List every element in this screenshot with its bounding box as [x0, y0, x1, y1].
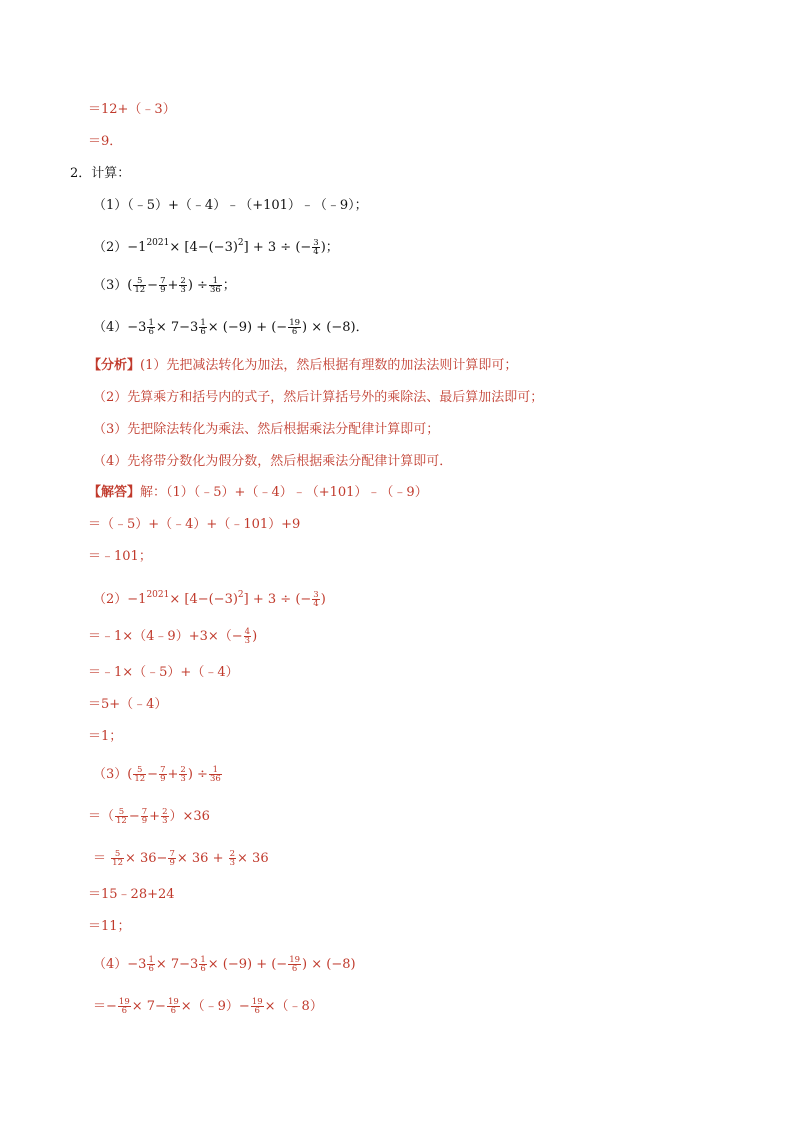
calc-line-2: ＝9． [88, 134, 123, 149]
step-2-5: ＝1； [88, 729, 123, 744]
step-3-1: （3）( $\frac{5}{12}$ − $\frac{7}{9}$ + $\frac{2}{3}$ ) ÷ $\frac{1}{36}$ [93, 764, 221, 784]
step-3-4: ＝15﹣28+24 [88, 887, 175, 902]
answer-intro: 【解答】解：（1）（﹣5）+（﹣4）﹣（+101）﹣（﹣9） [88, 485, 428, 500]
question-label: 2．计算： [70, 166, 131, 181]
step-3-3: ＝ $\frac{5}{12}$ × 36− $\frac{7}{9}$ × 36 + $\frac{2}{3}$ × 36 [93, 848, 269, 868]
question-1: （1）（﹣5）+（﹣4）﹣（+101）﹣（﹣9）； [93, 198, 368, 213]
analysis-1: 【分析】(1）先把减法转化为加法，然后根据有理数的加法法则计算即可； [88, 358, 518, 373]
step-4-1: （4）−3 $\frac{1}{6}$ × 7−3 $\frac{1}{6}$ × (−9) + (− $\frac{19}{6}$ ) × (−8) [93, 954, 356, 974]
question-3: （3）( $\frac{5}{12}$ − $\frac{7}{9}$ + $\frac{2}{3}$ ) ÷ $\frac{1}{36}$ ； [93, 275, 236, 295]
analysis-4: （4）先将带分数化为假分数，然后根据乘法分配律计算即可． [93, 454, 453, 469]
question-2: $(2)-1^{2021}\times [4-(-3)^2] + 3$ ÷ (− $\frac{3}{4}$ )； [93, 237, 339, 257]
step-3-2: ＝（ $\frac{5}{12}$ − $\frac{7}{9}$ + $\frac{2}{3}$ ）×36 [88, 806, 210, 826]
analysis-3: （3）先把除法转化为乘法、然后根据乘法分配律计算即可； [93, 422, 440, 437]
step-2-4: ＝5+（﹣4） [88, 697, 168, 712]
step-2-1: $(2)-1^{2021}\times [4-(-3)^2] + 3$ ÷ (− $\frac{3}{4}$ ) [93, 589, 326, 609]
question-4: （4）−3 $\frac{1}{6}$ × 7−3 $\frac{1}{6}$ × (−9) + (− $\frac{19}{6}$ ) × (−8)． [93, 317, 369, 337]
step-2-3: ＝﹣1×（﹣5）+（﹣4） [88, 665, 239, 680]
analysis-tag: 【分析】 [88, 358, 141, 373]
calc-line-1: ＝12+（﹣3） [88, 102, 176, 117]
step-1-2: ＝﹣101； [88, 549, 152, 564]
answer-tag: 【解答】 [88, 485, 141, 500]
step-2-2: ＝﹣1×（4﹣9）+3×（− $\frac{4}{3}$ ) [88, 626, 258, 646]
analysis-2: （2）先算乘方和括号内的式子，然后计算括号外的乘除法、最后算加法即可； [93, 390, 544, 405]
step-4-2: ＝− $\frac{19}{6}$ × 7− $\frac{19}{6}$ ×（﹣9）− $\frac{19}{6}$ ×（﹣8） [93, 996, 323, 1016]
step-1-1: ＝（﹣5）+（﹣4）+（﹣101）+9 [88, 517, 301, 532]
step-3-5: ＝11； [88, 919, 131, 934]
